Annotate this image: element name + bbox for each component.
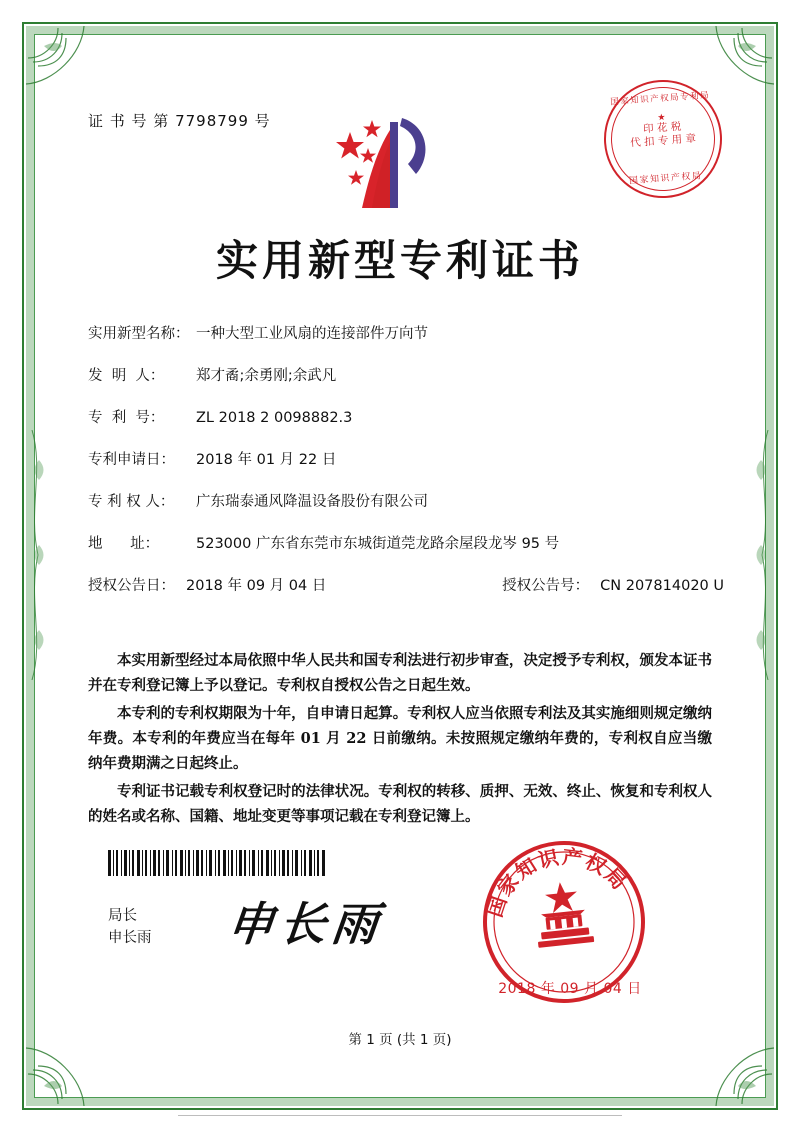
field-value: ZL 2018 2 0098882.3 (196, 410, 353, 426)
field-label: 实用新型名称： (88, 326, 190, 342)
field-row (88, 532, 724, 553)
tax-stamp-seal (600, 76, 726, 202)
seal-date: 2018 年 09 月 04 日 (498, 981, 642, 997)
signature-name: 申长雨 (108, 930, 152, 946)
certificate-number: 证 书 号 第 7798799 号 (88, 112, 271, 130)
stamp-arc-bottom-text: 国家知识产权局 (628, 171, 703, 187)
field-row (88, 490, 724, 511)
certificate-content (60, 60, 740, 1072)
field-label: 授权公告号： (502, 578, 590, 594)
field-value: 2018 年 09 月 04 日 (186, 578, 327, 594)
edge-ornament-icon (26, 430, 52, 685)
svg-text:国家知识产权局: 国家知识产权局 (482, 844, 633, 920)
bottom-divider (178, 1115, 622, 1116)
field-row (88, 364, 724, 385)
field-row (88, 448, 724, 469)
field-row-dual (88, 574, 724, 595)
stamp-center-line2: 代 扣 专 用 章 (629, 132, 697, 150)
page-title: 实用新型专利证书 (215, 236, 584, 285)
legal-text (88, 648, 712, 832)
legal-paragraph: 本实用新型经过本局依照中华人民共和国专利法进行初步审查，决定授予专利权，颁发本证书并在专利登记簿上予以登记。专利权自授权公告之日起生效。 (88, 652, 712, 694)
patent-office-emblem-icon (328, 112, 458, 216)
field-row (88, 322, 724, 343)
stamp-arc-top-text: 国家知识产权局专利局 (609, 90, 711, 108)
signature-role: 局长 (108, 908, 137, 924)
legal-paragraph: 专利证书记载专利权登记时的法律状况。专利权的转移、质押、无效、终止、恢复和专利权人的姓名或名称、国籍、地址变更等事项记载在专利登记簿上。 (88, 783, 712, 825)
field-label: 专 利 权 人： (88, 494, 175, 510)
stamp-center-line1: 印 花 税 (642, 120, 682, 136)
certificate-fields (88, 322, 724, 616)
field-label: 授权公告日： (88, 578, 175, 594)
stamp-star-icon: ★ (657, 111, 666, 123)
field-row (88, 406, 724, 427)
signature-block (108, 905, 152, 949)
field-value: 523000 广东省东莞市东城街道莞龙路余屋段龙岑 95 号 (196, 536, 560, 552)
field-value: 广东瑞泰通风降温设备股份有限公司 (196, 494, 428, 510)
barcode-icon (108, 850, 328, 876)
field-value: 一种大型工业风扇的连接部件万向节 (196, 326, 428, 342)
field-pair-right (502, 574, 724, 595)
field-label: 地 址： (88, 536, 160, 552)
field-value: CN 207814020 U (600, 578, 724, 594)
handwritten-signature: 申长雨 (224, 897, 387, 951)
field-label: 发 明 人： (88, 368, 165, 384)
field-value: 2018 年 01 月 22 日 (196, 452, 337, 468)
page-footer: 第 1 页 (共 1 页) (348, 1032, 452, 1048)
field-label: 专利申请日： (88, 452, 175, 468)
field-label: 专 利 号： (88, 410, 165, 426)
field-value: 郑才矞;余勇刚;余武凡 (196, 368, 337, 384)
legal-paragraph: 本专利的专利权期限为十年，自申请日起算。专利权人应当依照专利法及其实施细则规定缴纳年费。本专利的年费应当在每年 01 月 22 日前缴纳。未按照规定缴纳年费的，专利权自应当缴纳年费期满之日起终止。 (88, 705, 712, 772)
edge-ornament-icon (748, 430, 774, 685)
